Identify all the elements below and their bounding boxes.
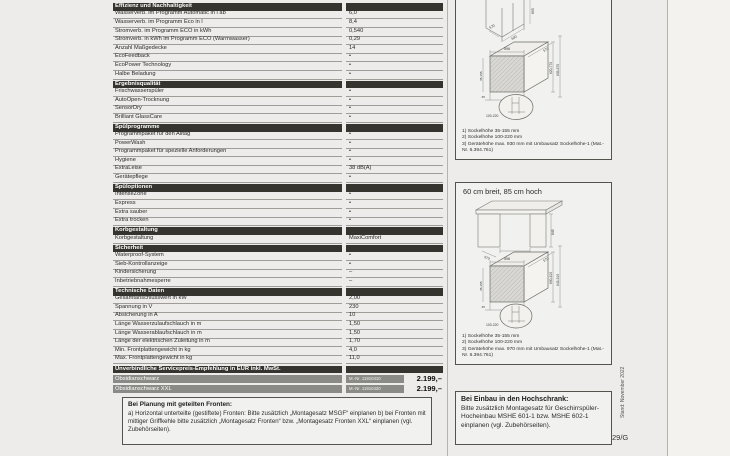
spec-row bbox=[113, 235, 443, 244]
spec-value: • bbox=[346, 261, 443, 270]
dim-label: 598 bbox=[504, 257, 510, 261]
spec-value: • bbox=[346, 209, 443, 218]
spec-value: • bbox=[346, 131, 443, 140]
dim-label: 570 bbox=[542, 256, 550, 263]
spec-value: • bbox=[346, 191, 443, 200]
dim-label: 620-770 bbox=[549, 61, 553, 74]
spec-label: Inbetriebnahmesperre bbox=[113, 278, 342, 287]
dim-label: 100-220 bbox=[486, 323, 499, 327]
tall-cabinet-note bbox=[455, 391, 612, 445]
price-cell bbox=[346, 384, 443, 393]
dim-label: 35-155 bbox=[479, 281, 483, 291]
price-section-title: Unverbindliche Servicepreis-Empfehlung in EUR inkl. MwSt. bbox=[113, 366, 342, 374]
spec-value: • bbox=[346, 148, 443, 157]
price-value: 2.199,– bbox=[416, 374, 442, 384]
spec-label: IntenseZone bbox=[113, 191, 342, 200]
price-row bbox=[113, 373, 443, 383]
section-title: Spüloptionen bbox=[113, 184, 342, 192]
column-divider-line bbox=[447, 0, 448, 456]
footnote: 1) Sockelhöhe 35-155 mm bbox=[462, 333, 520, 339]
dim-label: 570 bbox=[483, 255, 491, 261]
spec-label: Stromverb. in kWh im Programm ECO (Warmwasser) bbox=[113, 36, 342, 45]
spec-label: Frischwasserspüler bbox=[113, 88, 342, 97]
spec-label: Wasserverb. im Programm Automatic in l ab bbox=[113, 10, 342, 19]
footnote: 2) Sockelhöhe 100-220 mm bbox=[462, 340, 523, 346]
unit-isometric bbox=[490, 252, 548, 302]
dimension-drawing-85cm bbox=[456, 196, 611, 330]
spec-label: ExtraLeise bbox=[113, 165, 342, 174]
spec-value: • bbox=[346, 200, 443, 209]
section-title: Korbgestaltung bbox=[113, 227, 342, 235]
footnote: 3) Gerätehöhe max. 970 mm mit Umbausatz Sockelhöhe-1 (Mat.-Nr. 6.394.761) bbox=[462, 346, 604, 359]
spec-row bbox=[113, 174, 443, 183]
spec-label: Korbgestaltung bbox=[113, 235, 342, 244]
note-title: Bei Planung mit geteilten Fronten: bbox=[128, 401, 233, 408]
spec-label: Waterproof-System bbox=[113, 252, 342, 261]
spec-label: Gesamtanschlusswert in kW bbox=[113, 295, 342, 304]
spec-value: 230 bbox=[346, 304, 443, 313]
page-right-margin bbox=[668, 0, 730, 456]
spec-value: 14 bbox=[346, 45, 443, 54]
spec-value: 2,00 bbox=[346, 295, 443, 304]
spec-value: • bbox=[346, 140, 443, 149]
plinth-detail bbox=[500, 304, 532, 328]
spec-label: Absicherung in A bbox=[113, 312, 342, 321]
spec-row bbox=[113, 278, 443, 287]
section-title: Sicherheit bbox=[113, 245, 342, 253]
spec-value: 1,50 bbox=[346, 330, 443, 339]
spec-label: Brilliant GlassCare bbox=[113, 114, 342, 123]
spec-label: Max. Frontplattengewicht in kg bbox=[113, 355, 342, 364]
spec-value: 8,4 bbox=[346, 19, 443, 28]
spec-value: • bbox=[346, 62, 443, 71]
spec-value: 1,50 bbox=[346, 321, 443, 330]
spec-row bbox=[113, 71, 443, 80]
spec-label: Stromverb. im Programm ECO in kWh bbox=[113, 28, 342, 37]
spec-label: Express bbox=[113, 200, 342, 209]
spec-label: Hygiene bbox=[113, 157, 342, 166]
dim-label: 805 bbox=[531, 8, 535, 14]
dim-label: 100-220 bbox=[486, 114, 499, 118]
dim-label: 598 bbox=[504, 47, 510, 51]
spec-value: • bbox=[346, 114, 443, 123]
dim-label: 805-870 bbox=[556, 63, 560, 76]
spec-label: SensorDry bbox=[113, 105, 342, 114]
spec-row bbox=[113, 114, 443, 123]
section-title: Ergebnisqualität bbox=[113, 81, 342, 89]
footnotes-81cm bbox=[462, 129, 607, 155]
dim-label: 35 bbox=[481, 305, 485, 309]
spec-value: 10 bbox=[346, 312, 443, 321]
footnote: 1) Sockelhöhe 35-155 mm bbox=[462, 128, 520, 134]
spec-label: EcoPower Technology bbox=[113, 62, 342, 71]
spec-value: 0,540 bbox=[346, 28, 443, 37]
spec-value: 6,0 bbox=[346, 10, 443, 19]
note-title: Bei Einbau in den Hochschrank: bbox=[461, 396, 569, 403]
spec-label: Länge der elektrischen Zuleitung in m bbox=[113, 338, 342, 347]
spec-label: Halbe Beladung bbox=[113, 71, 342, 80]
material-number: M.-Nr. 11910420 bbox=[346, 385, 404, 393]
section-title: Effizienz und Nachhaltigkeit bbox=[113, 3, 342, 11]
section-header-spacer bbox=[346, 366, 443, 374]
section-title: Technische Daten bbox=[113, 288, 342, 296]
spec-value: 1,70 bbox=[346, 338, 443, 347]
dim-label: 600 bbox=[510, 34, 518, 41]
dimension-drawing-81cm bbox=[456, 0, 611, 122]
spec-value: • bbox=[346, 174, 443, 183]
spec-value: • bbox=[346, 105, 443, 114]
dimension-panel-81cm bbox=[455, 0, 612, 160]
panel-heading: 60 cm breit, 85 cm hoch bbox=[463, 187, 542, 196]
note-body: a) Horizontal unterteilte (gestiftete) Fronten: Bitte zusätzlich „Montagesatz MSGF“ einplanen b) bei Fronten mit mittiger Griffkehle bitte zusätzlich „Montagesatz Fronten“ bzw. „Montagesatz Fronten XXL“ einplanen (vgl. Zubehörseiten). bbox=[128, 409, 426, 433]
spec-value: – bbox=[346, 278, 443, 287]
spec-label: Programmpaket für den Alltag bbox=[113, 131, 342, 140]
footnotes-85cm bbox=[462, 334, 607, 360]
revision-date-label: Stand: November 2022 bbox=[620, 366, 626, 418]
dim-label: 570 bbox=[542, 46, 550, 53]
niche-sketch bbox=[476, 201, 562, 247]
spec-value: • bbox=[346, 252, 443, 261]
page-number: 29/G bbox=[612, 433, 629, 442]
spec-value: • bbox=[346, 88, 443, 97]
spec-value: • bbox=[346, 157, 443, 166]
split-fronts-note bbox=[122, 397, 432, 445]
spec-label: Extra trocken bbox=[113, 217, 342, 226]
note-body: Bitte zusätzlich Montagesatz für Geschirrspüler-Hocheinbau MSHE 601-1 bzw. MSHE 602-1 einplanen (vgl. Zubehörseiten). bbox=[461, 404, 599, 430]
footnote: 3) Gerätehöhe max. 930 mm mit Umbausatz Sockelhöhe-1 (Mat.-Nr. 6.394.761) bbox=[462, 141, 604, 154]
spec-label: Min. Frontplattengewicht in kg bbox=[113, 347, 342, 356]
dim-label: 845 bbox=[551, 229, 555, 235]
spec-value: 0,29 bbox=[346, 36, 443, 45]
spec-label: Länge Wasserzulaufschlauch in m bbox=[113, 321, 342, 330]
spec-value: – bbox=[346, 269, 443, 278]
spec-value: • bbox=[346, 217, 443, 226]
plinth-detail bbox=[499, 95, 533, 120]
spec-label: Sieb-Kontrollanzeige bbox=[113, 261, 342, 270]
spec-label: AutoOpen-Trocknung bbox=[113, 97, 342, 106]
niche-sketch bbox=[486, 0, 524, 42]
unit-isometric bbox=[490, 42, 548, 92]
spec-label: Anzahl Maßgedecke bbox=[113, 45, 342, 54]
spec-value: • bbox=[346, 53, 443, 62]
spec-label: Kindersicherung bbox=[113, 269, 342, 278]
model-color-label: Obsidianschwarz bbox=[113, 375, 342, 383]
spec-label: Programmpaket für spezielle Anforderungen bbox=[113, 148, 342, 157]
spec-row bbox=[113, 218, 443, 227]
spec-row bbox=[113, 356, 443, 365]
dim-label: 35-155 bbox=[479, 71, 483, 81]
spec-value: 38 dB(A) bbox=[346, 165, 443, 174]
dim-label: 690-810 bbox=[549, 271, 553, 284]
model-color-label: Obsidianschwarz XXL bbox=[113, 385, 342, 393]
spec-value: 4,0 bbox=[346, 347, 443, 356]
dim-label: 570 bbox=[488, 23, 496, 30]
dim-label: 845-910 bbox=[556, 273, 560, 286]
spec-value: • bbox=[346, 97, 443, 106]
dimension-panel-85cm bbox=[455, 182, 612, 365]
spec-value: 11,0 bbox=[346, 355, 443, 364]
dim-label: 35 bbox=[481, 95, 485, 99]
spec-table bbox=[113, 2, 443, 393]
price-cell bbox=[346, 374, 443, 383]
spec-label: Wasserverb. im Programm Eco in l bbox=[113, 19, 342, 28]
spec-label: Gerätepflege bbox=[113, 174, 342, 183]
price-row bbox=[113, 383, 443, 393]
spec-label: PowerWash bbox=[113, 140, 342, 149]
spec-label: EcoFeedback bbox=[113, 53, 342, 62]
price-value: 2.199,– bbox=[416, 384, 442, 394]
spec-value: MaxiComfort bbox=[346, 235, 443, 244]
price-header-row bbox=[113, 364, 443, 373]
spec-label: Länge Wasserablaufschlauch in m bbox=[113, 330, 342, 339]
spec-label: Extra sauber bbox=[113, 209, 342, 218]
footnote: 2) Sockelhöhe 100-220 mm bbox=[462, 135, 523, 141]
spec-label: Spannung in V bbox=[113, 304, 342, 313]
material-number: M.-Nr. 11910410 bbox=[346, 375, 404, 383]
spec-value: • bbox=[346, 71, 443, 80]
section-title: Spülprogramme bbox=[113, 124, 342, 132]
